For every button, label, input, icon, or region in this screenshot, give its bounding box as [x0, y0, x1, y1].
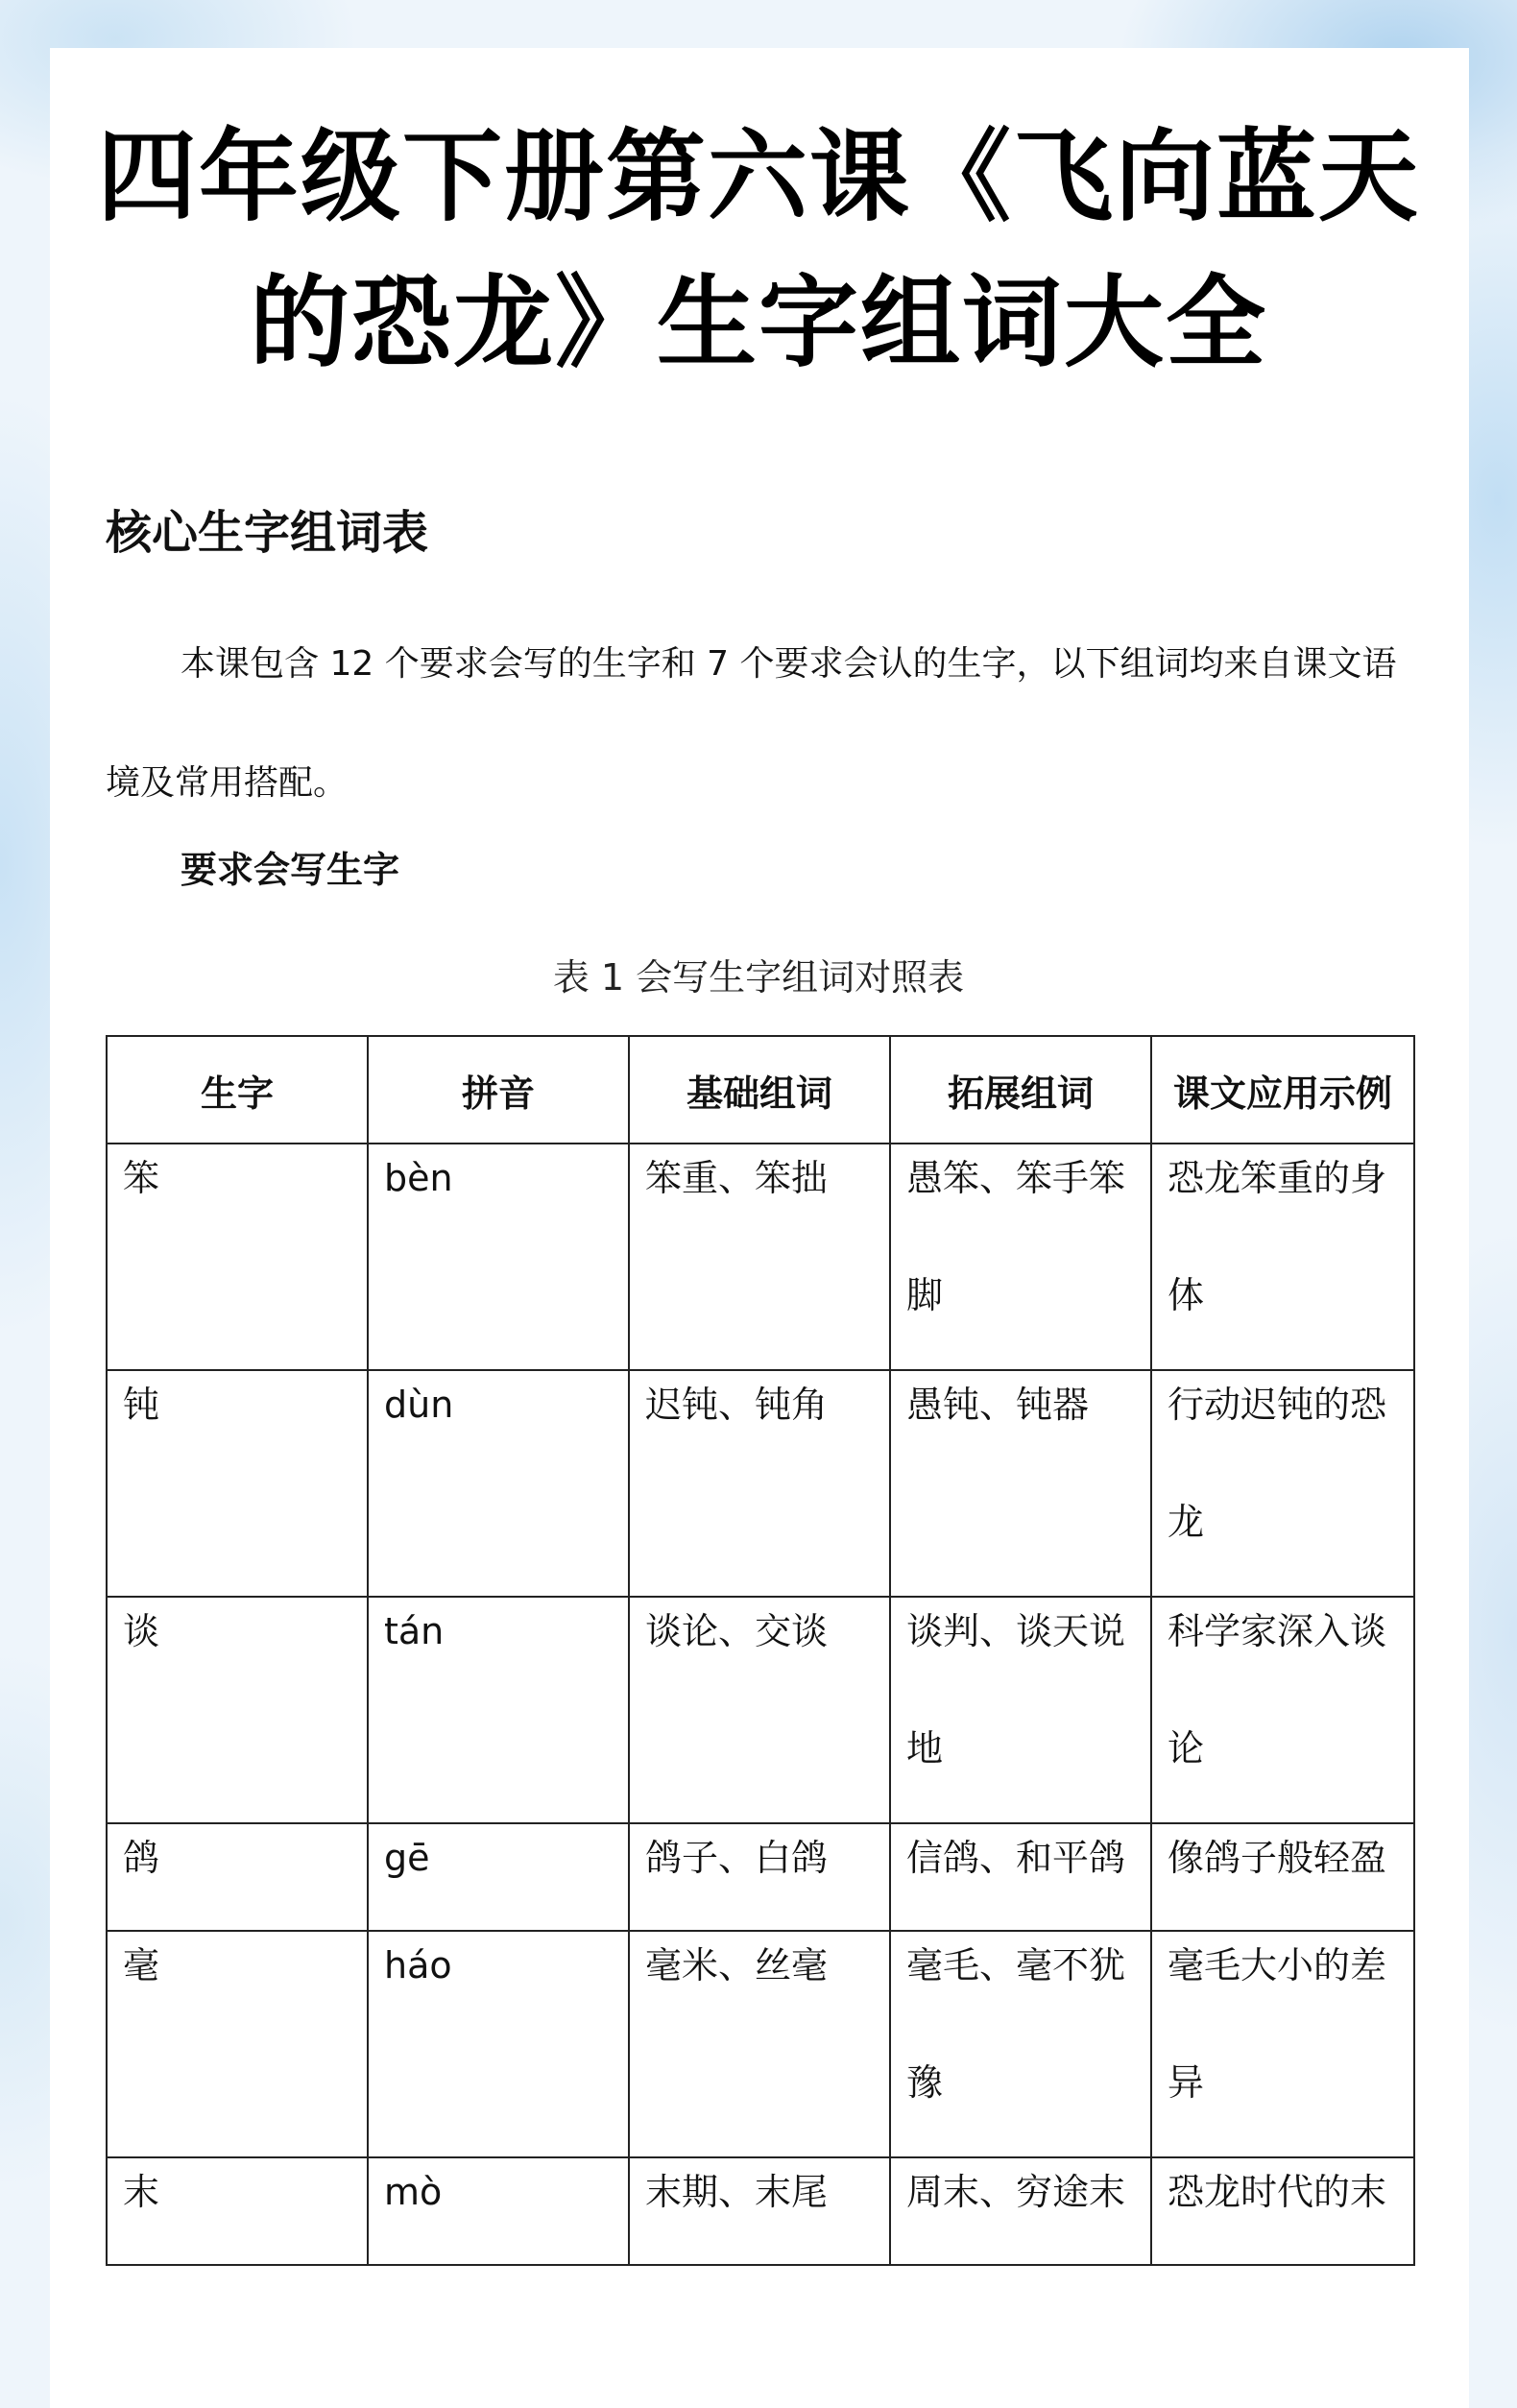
- intro-paragraph: 本课包含 12 个要求会写的生字和 7 个要求会认的生字，以下组词均来自课文语境及常用搭配。: [106, 644, 1397, 803]
- cell-text: dùn: [384, 1384, 454, 1426]
- cell-text: 笨重、笨拙: [645, 1157, 829, 1199]
- cell-text: 毫米、丝毫: [645, 1944, 829, 1987]
- cell-text-example: [1151, 1144, 1414, 1370]
- word-table: [106, 1035, 1415, 2266]
- cell-text: bèn: [384, 1157, 453, 1199]
- section-heading: 核心生字组词表: [106, 506, 429, 560]
- cell-text: 行动迟钝的恐龙: [1168, 1384, 1387, 1543]
- cell-pinyin: [368, 1144, 629, 1370]
- cell-text: gē: [384, 1837, 430, 1879]
- cell-text: háo: [384, 1944, 452, 1987]
- cell-text: 笨: [123, 1157, 160, 1199]
- cell-character: [107, 1370, 368, 1597]
- cell-extended-words: [890, 2157, 1151, 2265]
- cell-text: 毫毛、毫不犹豫: [906, 1944, 1126, 2104]
- cell-text: mò: [384, 2171, 443, 2213]
- cell-text: 科学家深入谈论: [1168, 1610, 1387, 1770]
- cell-text: 恐龙时代的末: [1168, 2171, 1387, 2213]
- cell-extended-words: [890, 1597, 1151, 1823]
- cell-basic-words: [629, 1931, 890, 2157]
- cell-text: 信鸽、和平鸽: [906, 1837, 1126, 1879]
- cell-basic-words: [629, 2157, 890, 2265]
- cell-extended-words: [890, 1370, 1151, 1597]
- table-row: [107, 2157, 1414, 2265]
- cell-pinyin: [368, 1931, 629, 2157]
- cell-text: 谈论、交谈: [645, 1610, 829, 1652]
- cell-text: 鸽子、白鸽: [645, 1837, 829, 1879]
- table-row: [107, 1597, 1414, 1823]
- cell-text: 末期、末尾: [645, 2171, 829, 2213]
- title-line-2: 的恐龙》生字组词大全: [249, 264, 1267, 381]
- cell-character: [107, 1597, 368, 1823]
- cell-text-example: [1151, 1931, 1414, 2157]
- cell-basic-words: [629, 1597, 890, 1823]
- table-row: [107, 1370, 1414, 1597]
- cell-character: [107, 2157, 368, 2265]
- cell-pinyin: [368, 2157, 629, 2265]
- cell-text: 毫: [123, 1944, 160, 1987]
- header-character: 生字: [107, 1036, 368, 1144]
- header-basic-words: 基础组词: [629, 1036, 890, 1144]
- cell-character: [107, 1144, 368, 1370]
- cell-text: 钝: [123, 1384, 160, 1426]
- cell-basic-words: [629, 1370, 890, 1597]
- cell-text-example: [1151, 1597, 1414, 1823]
- table-row: [107, 1931, 1414, 2157]
- header-pinyin: 拼音: [368, 1036, 629, 1144]
- cell-text: 愚笨、笨手笨脚: [906, 1157, 1126, 1316]
- header-extended-words: 拓展组词: [890, 1036, 1151, 1144]
- cell-text: 恐龙笨重的身体: [1168, 1157, 1387, 1316]
- table-caption: 表 1 会写生字组词对照表: [552, 956, 965, 999]
- cell-pinyin: [368, 1370, 629, 1597]
- cell-text: 末: [123, 2171, 160, 2213]
- cell-text: tán: [384, 1610, 445, 1652]
- sub-heading: 要求会写生字: [181, 849, 400, 891]
- cell-pinyin: [368, 1597, 629, 1823]
- cell-text: 像鸽子般轻盈: [1168, 1837, 1387, 1879]
- cell-text-example: [1151, 1370, 1414, 1597]
- cell-text: 鸽: [123, 1837, 160, 1879]
- cell-basic-words: [629, 1144, 890, 1370]
- cell-text: 周末、穷途末: [906, 2171, 1126, 2213]
- cell-text: 迟钝、钝角: [645, 1384, 829, 1426]
- title-line-1: 四年级下册第六课《飞向蓝天: [96, 118, 1420, 235]
- cell-text: 毫毛大小的差异: [1168, 1944, 1387, 2104]
- table-row: [107, 1144, 1414, 1370]
- cell-extended-words: [890, 1931, 1151, 2157]
- header-text-example: 课文应用示例: [1151, 1036, 1414, 1144]
- cell-text: 谈判、谈天说地: [906, 1610, 1126, 1770]
- cell-text-example: [1151, 2157, 1414, 2265]
- cell-extended-words: [890, 1144, 1151, 1370]
- page-title: [0, 104, 1517, 396]
- cell-text: 愚钝、钝器: [906, 1384, 1090, 1426]
- cell-character: [107, 1931, 368, 2157]
- cell-text: 谈: [123, 1610, 160, 1652]
